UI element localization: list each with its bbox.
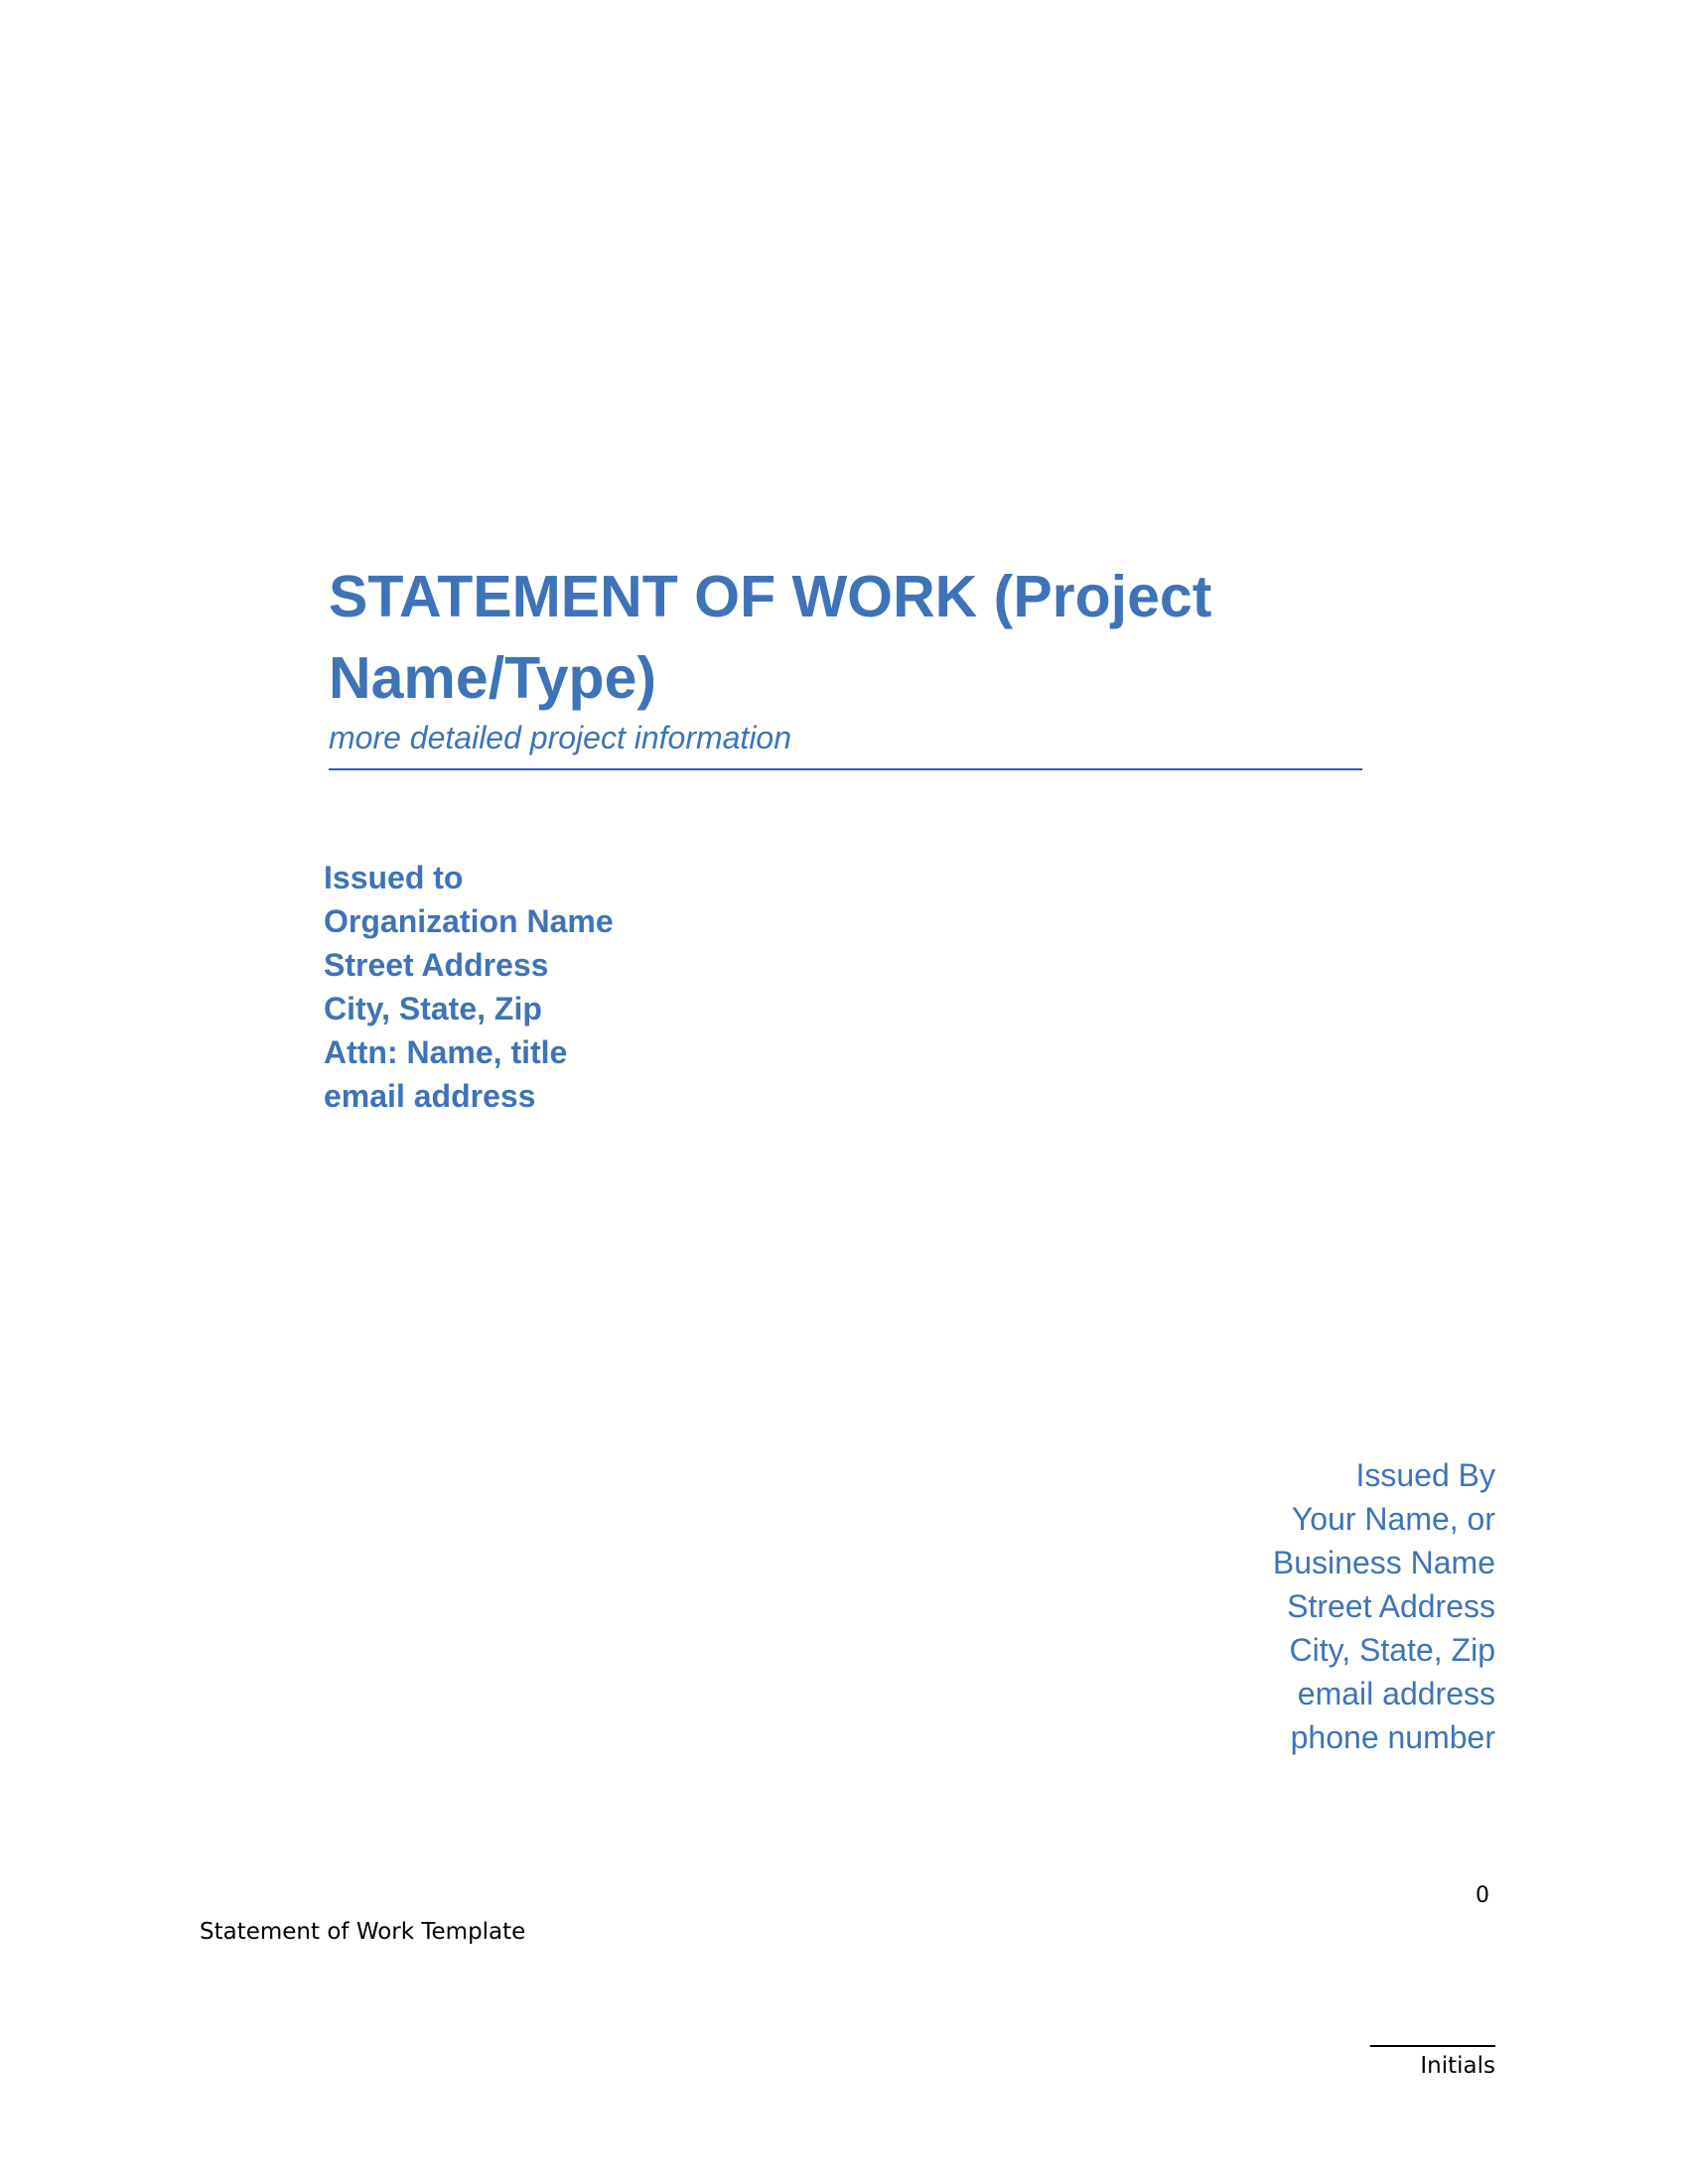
issued-by-block: [993, 1453, 1495, 1759]
issued-to-city-state-zip: City, State, Zip: [324, 991, 542, 1026]
issued-by-name: Your Name, or: [1291, 1501, 1495, 1537]
issued-to-attention: Attn: Name, title: [324, 1034, 568, 1070]
document-title: STATEMENT OF WORK (Project Name/Type): [329, 564, 1212, 711]
title-divider: [329, 768, 1362, 770]
issued-to-heading: Issued to: [324, 860, 464, 895]
initials-label: Initials: [1420, 2053, 1495, 2079]
issued-by-email: email address: [1297, 1676, 1495, 1711]
initials-signature-line: [1370, 2045, 1495, 2047]
document-subtitle: more detailed project information: [329, 720, 792, 755]
issued-to-block: [324, 856, 919, 1118]
issued-by-heading: Issued By: [1355, 1457, 1495, 1493]
issued-to-organization: Organization Name: [324, 903, 614, 939]
issued-by-business: Business Name: [1272, 1545, 1495, 1580]
issued-by-street: Street Address: [1287, 1588, 1495, 1624]
issued-to-street: Street Address: [324, 947, 549, 983]
page-number: 0: [1476, 1883, 1489, 1908]
issued-by-city-state-zip: City, State, Zip: [1289, 1632, 1495, 1668]
footer-document-name: Statement of Work Template: [200, 1919, 526, 1945]
issued-to-email: email address: [324, 1078, 536, 1114]
issued-by-phone: phone number: [1290, 1719, 1495, 1755]
